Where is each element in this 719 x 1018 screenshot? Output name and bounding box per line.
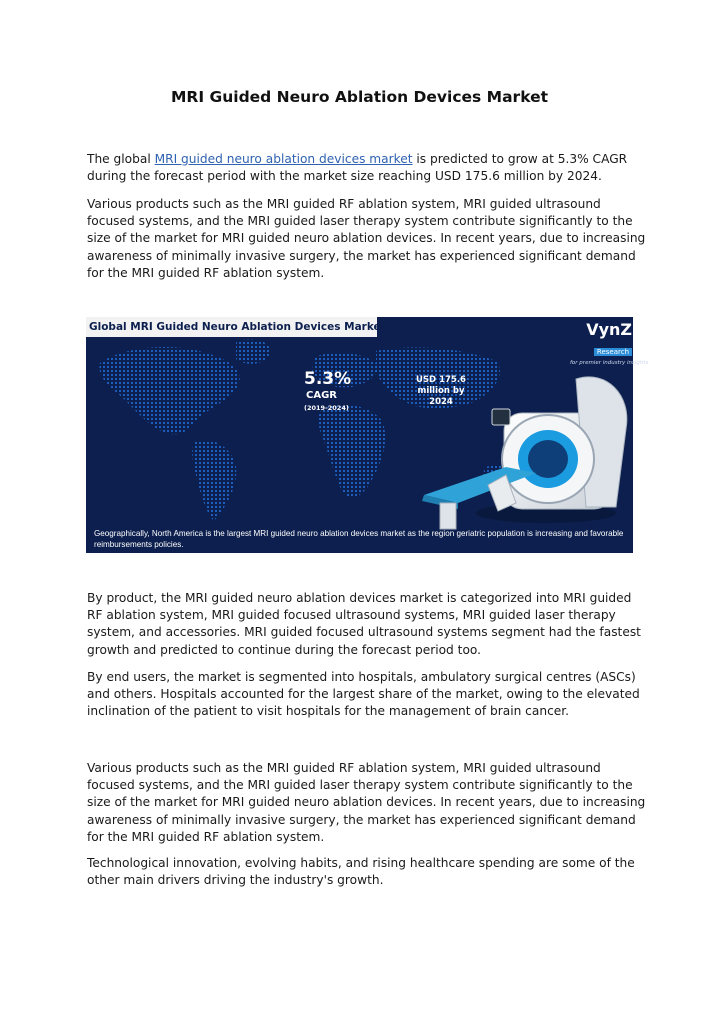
intro-paragraph — [87, 151, 647, 185]
logo-name: VynZ — [586, 320, 632, 339]
intro-suffix: is predicted to grow at 5.3% CAGR during the forecast period with the market size reaching USD 175.6 million by 2024. — [87, 152, 628, 184]
cagr-label: CAGR — [306, 390, 337, 401]
logo-sub: Research — [594, 348, 632, 356]
drivers-paragraph: Technological innovation, evolving habits, and rising healthcare spending are some of the other main drivers driving the industry's growth. — [87, 856, 635, 888]
cagr-value: 5.3% — [304, 369, 352, 389]
logo-tagline: for premier industry insights — [570, 360, 649, 366]
page-title: MRI Guided Neuro Ablation Devices Market — [170, 88, 549, 106]
infographic-banner: Global MRI Guided Neuro Ablation Devices Market — [86, 317, 377, 337]
cagr-period: (2019-2024) — [304, 404, 349, 412]
product-segment-paragraph: By product, the MRI guided neuro ablation devices market is categorized into MRI guided RF ablation system, MRI guided focused ultrasound systems, MRI guided laser therapy system, and accessories. MRI guided focused ultrasound systems segment had the fastest growth and predicted to continue during the forecast period too. — [87, 591, 641, 657]
end-users-paragraph: By end users, the market is segmented into hospitals, ambulatory surgical centres (ASCs) and others. Hospitals accounted for the largest share of the market, owing to the elevated inclination of the patient to visit hospitals for the management of brain cancer. — [87, 670, 640, 719]
market-size-label: USD 175.6 million by 2024 — [416, 375, 466, 407]
intro-prefix: The global — [87, 152, 155, 166]
market-infographic — [86, 317, 649, 553]
vynz-logo — [570, 320, 649, 366]
products-paragraph: Various products such as the MRI guided RF ablation system, MRI guided ultrasound focused systems, and the MRI guided laser therapy system contribute significantly to the size of the market for MRI guided neuro ablation devices. In recent years, due to increasing awareness of minimally invasive surgery, the market has experienced significant demand for the MRI guided RF ablation system. — [87, 197, 646, 280]
world-map-illustration — [86, 317, 649, 553]
infographic-caption: Geographically, North America is the largest MRI guided neuro ablation devices market as the region geriatric population is increasing and favorable reimbursements policies. — [94, 529, 624, 549]
products-repeat-paragraph: Various products such as the MRI guided RF ablation system, MRI guided ultrasound focused systems, and the MRI guided laser therapy system contribute significantly to the size of the market for MRI guided neuro ablation devices. In recent years, due to increasing awareness of minimally invasive surgery, the market has experienced significant demand for the MRI guided RF ablation system. — [87, 761, 646, 844]
market-link[interactable]: MRI guided neuro ablation devices market — [154, 152, 413, 166]
